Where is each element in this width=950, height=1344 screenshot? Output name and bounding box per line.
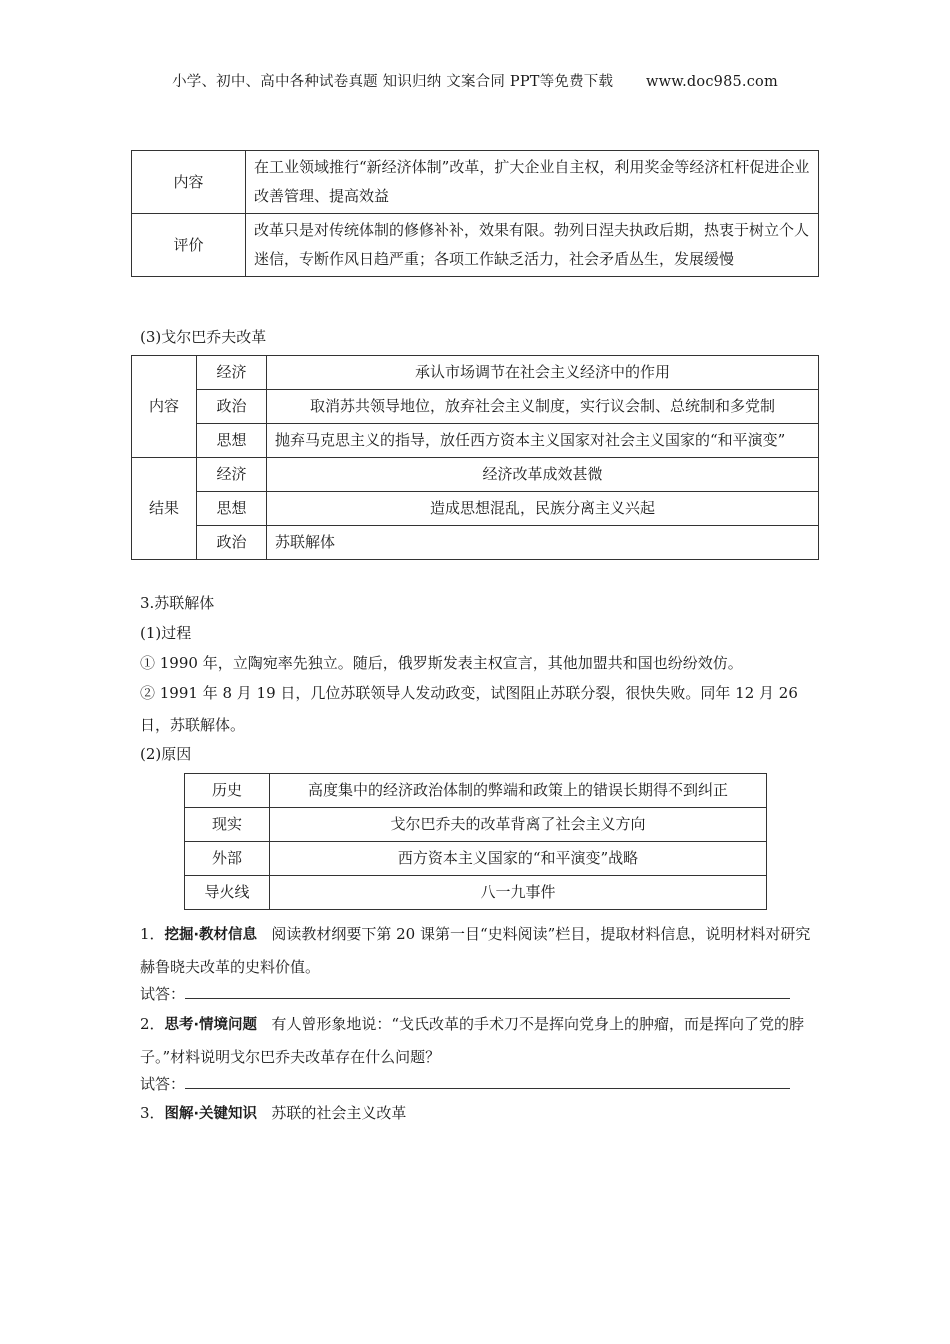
table-cell-key: 评价 [132,214,246,277]
question-2 [140,1008,812,1073]
khrushchev-reform-table [131,150,819,277]
content-label: 内容 [132,356,197,458]
question-tag: 挖掘·教材信息 [164,927,258,943]
table-cell-key: 导火线 [185,876,270,910]
question-text: 有人曾形象地说：“戈氏改革的手术刀不是挥向党身上的肿瘤，而是挥向了党的脖子。”材料说明戈尔巴乔夫改革存在什么问题？ [140,1015,805,1066]
table-cell-sub: 思想 [197,424,267,458]
table-cell-value: 在工业领域推行“新经济体制”改革，扩大企业自主权，利用奖金等经济杠杆促进企业改善管理、提高效益 [246,151,819,214]
table-row [132,356,819,390]
table-cell-value: 取消苏共领导地位，放弃社会主义制度，实行议会制、总统制和多党制 [267,390,819,424]
question-number: 1． [140,925,165,943]
table-row [132,151,819,214]
header-site-link[interactable]: www.doc985.com [645,74,778,90]
question-tag: 图解·关键知识 [164,1106,258,1122]
table-row [185,876,767,910]
page-header [0,70,950,91]
question-1 [140,918,812,983]
answer-label: 试答： [140,985,186,1003]
table-cell-value: 戈尔巴乔夫的改革背离了社会主义方向 [270,808,767,842]
table-cell-sub: 经济 [197,458,267,492]
table-cell-value: 八一九事件 [270,876,767,910]
cause-label: (2)原因 [140,745,192,763]
question-number: 2． [140,1015,165,1033]
table-cell-value: 承认市场调节在社会主义经济中的作用 [267,356,819,390]
table-cell-value: 西方资本主义国家的“和平演变”战略 [270,842,767,876]
table-row [185,842,767,876]
result-label: 结果 [132,458,197,560]
table-cell-key: 外部 [185,842,270,876]
section-3-heading: 3.苏联解体 [140,594,215,612]
table-cell-sub: 政治 [197,526,267,560]
answer-blank-1[interactable] [185,984,790,999]
answer-label: 试答： [140,1075,186,1093]
table-cell-key: 现实 [185,808,270,842]
table-row [132,424,819,458]
answer-line-1 [140,983,790,1005]
question-number: 3． [140,1104,165,1122]
table-cell-value: 经济改革成效甚微 [267,458,819,492]
question-3 [140,1102,406,1125]
table-row [132,214,819,277]
dissolution-causes-table [184,773,767,910]
table-cell-sub: 思想 [197,492,267,526]
table-cell-value: 改革只是对传统体制的修修补补，效果有限。勃列日涅夫执政后期，热衷于树立个人迷信，专断作风日趋严重；各项工作缺乏活力，社会矛盾丛生，发展缓慢 [246,214,819,277]
table-cell-value: 造成思想混乱，民族分离主义兴起 [267,492,819,526]
table-row [132,458,819,492]
process-label: (1)过程 [140,624,192,642]
question-text: 阅读教材纲要下第 20 课第一目“史料阅读”栏目，提取材料信息，说明材料对研究赫鲁晓夫改革的史料价值。 [140,925,811,976]
table-cell-key: 历史 [185,774,270,808]
question-text: 苏联的社会主义改革 [271,1104,407,1122]
process-item-1: ① 1990 年，立陶宛率先独立。随后，俄罗斯发表主权宣言，其他加盟共和国也纷纷效仿。 [140,654,743,672]
header-text: 小学、初中、高中各种试卷真题 知识归纳 文案合同 PPT等免费下载 [172,74,614,90]
gorbachev-reform-table [131,355,819,560]
question-tag: 思考·情境问题 [164,1017,258,1033]
table-row [132,492,819,526]
answer-line-2 [140,1073,790,1095]
table-row [132,390,819,424]
table-row [185,808,767,842]
table-row [185,774,767,808]
table-row [132,526,819,560]
table-cell-value: 苏联解体 [267,526,819,560]
section-gorbachev-heading: (3)戈尔巴乔夫改革 [140,328,267,346]
answer-blank-2[interactable] [185,1074,790,1089]
table-cell-key: 内容 [132,151,246,214]
table-cell-sub: 政治 [197,390,267,424]
table-cell-value: 高度集中的经济政治体制的弊端和政策上的错误长期得不到纠正 [270,774,767,808]
table-cell-value: 抛弃马克思主义的指导，放任西方资本主义国家对社会主义国家的“和平演变” [267,424,819,458]
table-cell-sub: 经济 [197,356,267,390]
process-item-2: ② 1991 年 8 月 19 日，几位苏联领导人发动政变，试图阻止苏联分裂，很快失败。同年 12 月 26 日，苏联解体。 [140,684,798,734]
